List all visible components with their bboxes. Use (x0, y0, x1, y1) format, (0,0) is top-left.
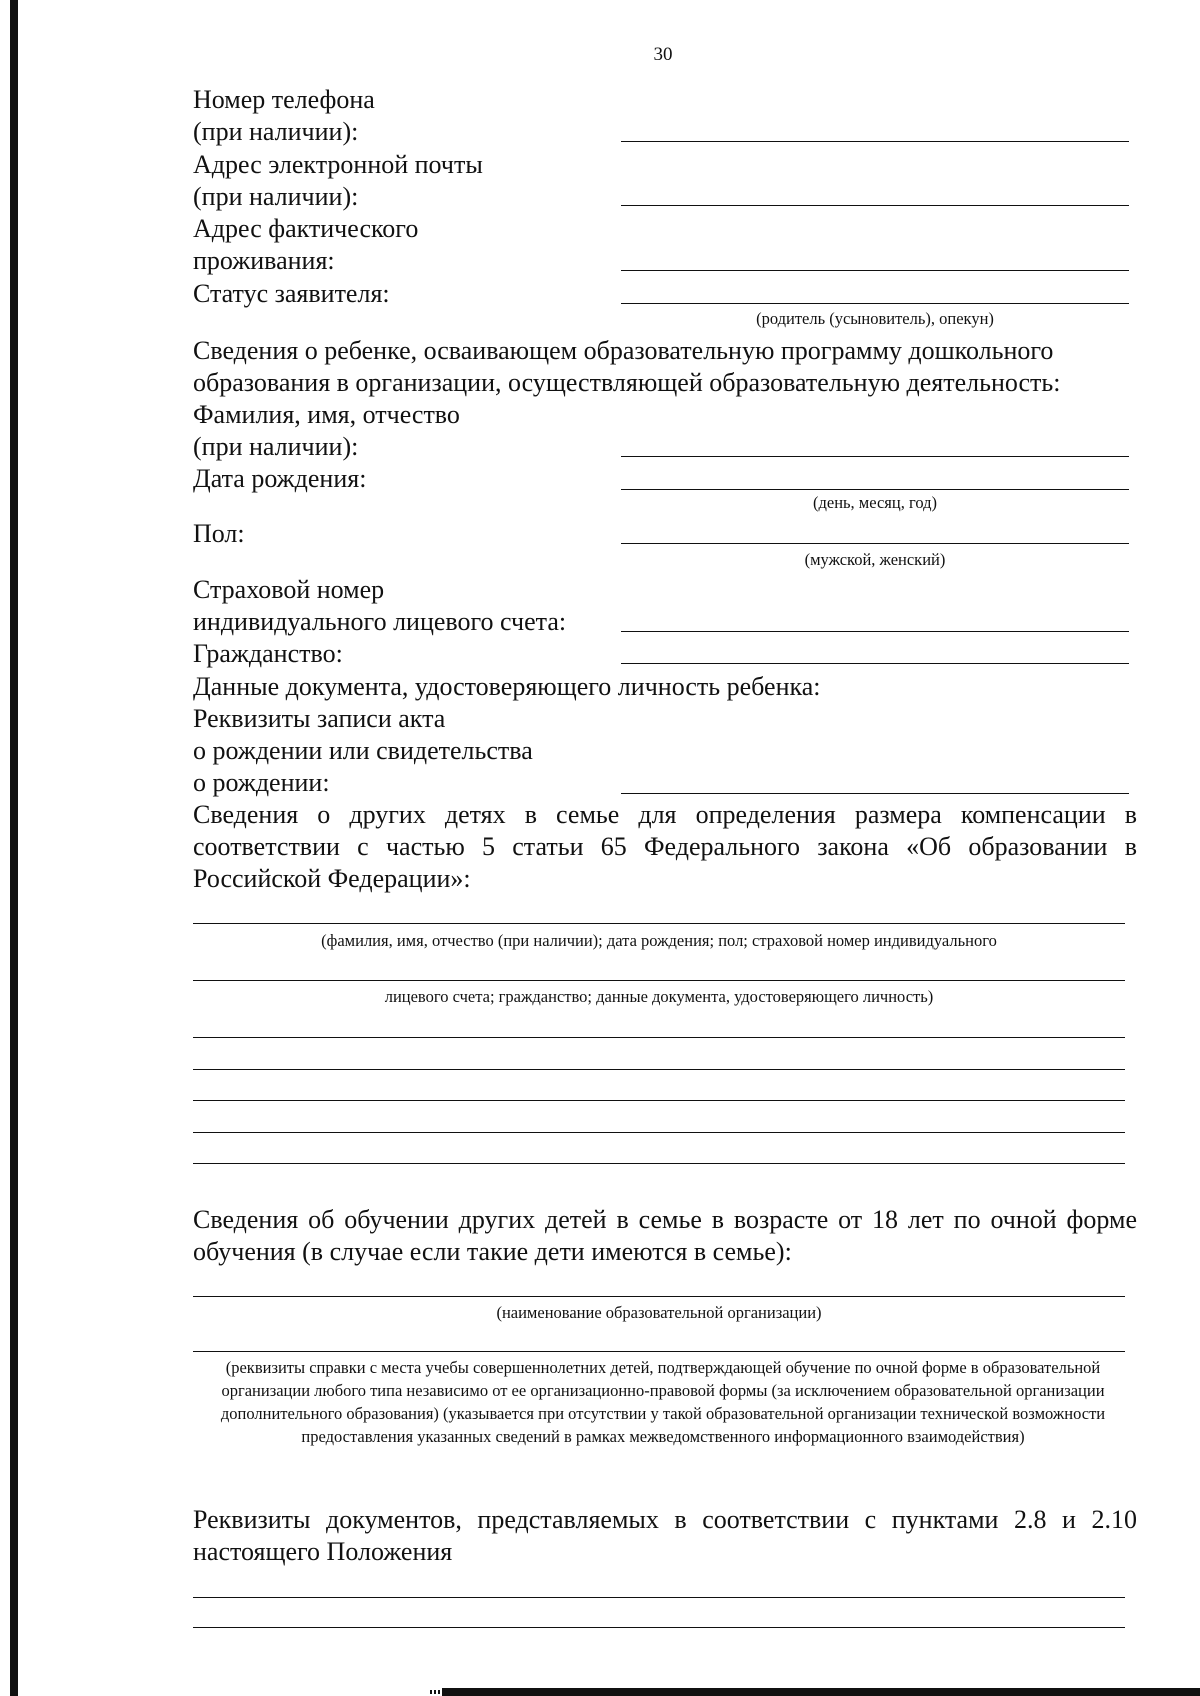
scan-edge-bottom (442, 1688, 1200, 1696)
education-org-field[interactable] (193, 1296, 1125, 1297)
child-heading-1: Сведения о ребенке, осваивающем образовательную программу дошкольного (193, 336, 1054, 365)
id-doc-heading: Данные документа, удостоверяющего личность ребенка: (193, 672, 821, 701)
birth-record-label-2: о рождении или свидетельства (193, 736, 533, 765)
other-children-line-2[interactable] (193, 980, 1125, 981)
other-children-line-5[interactable] (193, 1100, 1125, 1101)
birth-record-label-3: о рождении: (193, 768, 330, 797)
sex-field[interactable] (621, 543, 1129, 544)
birth-date-field[interactable] (621, 489, 1129, 490)
scan-edge-left (10, 0, 18, 1696)
scan-edge-dots (430, 1690, 440, 1694)
birth-record-field[interactable] (621, 793, 1129, 794)
other-children-line-3[interactable] (193, 1037, 1125, 1038)
sex-label: Пол: (193, 519, 245, 548)
child-fio-field[interactable] (621, 456, 1129, 457)
birth-record-label-1: Реквизиты записи акта (193, 704, 446, 733)
email-field[interactable] (621, 205, 1129, 206)
other-children-line-7[interactable] (193, 1163, 1125, 1164)
email-label-note: (при наличии): (193, 182, 359, 211)
phone-label: Номер телефона (193, 85, 375, 114)
status-field[interactable] (621, 303, 1129, 304)
address-label-note: проживания: (193, 246, 335, 275)
snils-label: Страховой номер (193, 575, 385, 604)
documents-line-2[interactable] (193, 1627, 1125, 1628)
other-children-line-1[interactable] (193, 923, 1125, 924)
other-children-line-6[interactable] (193, 1132, 1125, 1133)
documents-line-1[interactable] (193, 1597, 1125, 1598)
child-fio-label: Фамилия, имя, отчество (193, 400, 460, 429)
status-caption: (родитель (усыновитель), опекун) (756, 309, 994, 328)
status-label: Статус заявителя: (193, 279, 390, 308)
other-children-heading: Сведения о других детях в семье для определения размера компенсации в соответствии с частью 5 статьи 65 Федерального закона «Об образовании в Российской Федерации»: (193, 800, 1137, 893)
other-children-caption-2: лицевого счета; гражданство; данные документа, удостоверяющего личность) (384, 987, 934, 1006)
birth-date-label: Дата рождения: (193, 464, 367, 493)
address-field[interactable] (621, 270, 1129, 271)
sex-caption: (мужской, женский) (804, 550, 946, 569)
child-heading-2: образования в организации, осуществляющей образовательную деятельность: (193, 368, 1061, 397)
documents-heading: Реквизиты документов, представляемых в соответствии с пунктами 2.8 и 2.10 настоящего Положения (193, 1505, 1137, 1566)
phone-label-note: (при наличии): (193, 117, 359, 146)
birth-date-caption: (день, месяц, год) (812, 493, 937, 512)
other-children-caption-1: (фамилия, имя, отчество (при наличии); дата рождения; пол; страховой номер индивидуального (321, 931, 997, 950)
address-label: Адрес фактического (193, 214, 419, 243)
snils-label-note: индивидуального лицевого счета: (193, 607, 567, 636)
education-heading: Сведения об обучении других детей в семье в возрасте от 18 лет по очной форме обучения (в случае если такие дети имеются в семье): (193, 1205, 1137, 1266)
child-fio-label-note: (при наличии): (193, 432, 359, 461)
email-label: Адрес электронной почты (193, 150, 483, 179)
education-org-caption: (наименование образовательной организации) (496, 1303, 822, 1322)
snils-field[interactable] (621, 631, 1129, 632)
phone-field[interactable] (621, 141, 1129, 142)
other-children-line-4[interactable] (193, 1069, 1125, 1070)
education-certificate-field[interactable] (193, 1351, 1125, 1352)
citizenship-field[interactable] (621, 663, 1129, 664)
education-certificate-caption: (реквизиты справки с места учебы совершеннолетних детей, подтверждающей обучение по очной форме в образовательной организации любого типа независимо от ее организационно-правовой формы (за исключением образовательной организации дополнительного образования) (указывается при отсутствии у такой образовательной организации технической возможности предоставления указанных сведений в рамках межведомственного информационного взаимодействия) (220, 1358, 1106, 1446)
page-number: 30 (653, 44, 673, 65)
citizenship-label: Гражданство: (193, 639, 343, 668)
